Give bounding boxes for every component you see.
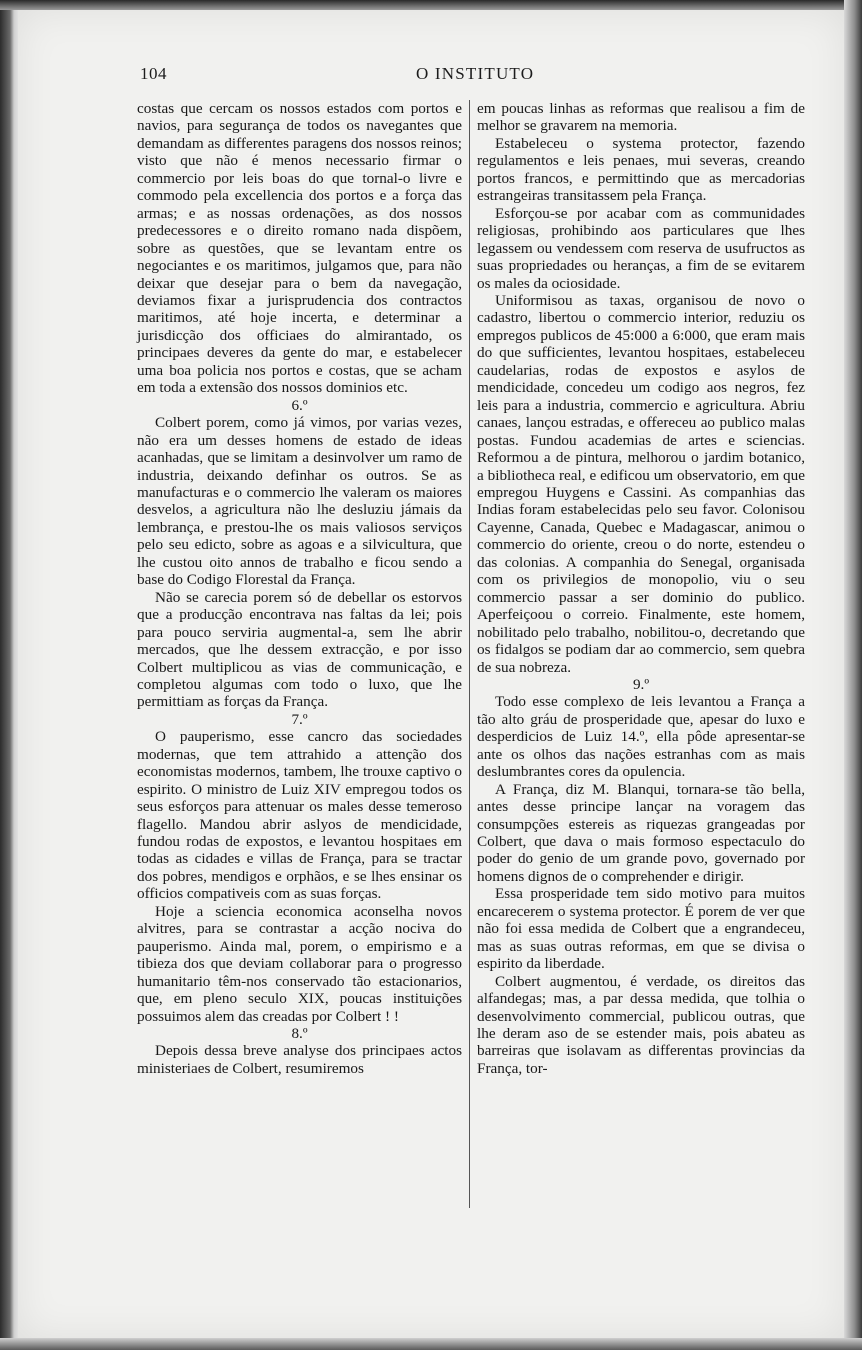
right-paragraph-4: Uniformisou as taxas, organisou de novo o cadastro, libertou o commercio interior, reduziu os empregos publicos de 45:000 a 6:000, que eram mais do que sufficientes, levantou hospitaes, estabeleceu caudelarias, rodas de expostos e asylos de mendicidade, concedeu um codigo aos negros, fez leis para a industria, commercio e agricultura. Abriu canaes, lançou estradas, e offereceu ao publico malas postas. Fundou academias de artes e sciencias. Reformou a de pintura, melhorou o jardim botanico, a bibliotheca real, e edificou um observatorio, em que empregou Huygens e Cassini. As companhias das Indias foram estabelecidas pelo seu favor. Colonisou Cayenne, Canada, Quebec e Madagascar, animou o commercio do oriente, creou o do norte, estendeu o das colonias. A companhia do Senegal, organisada com os privilegios de monopolio, viu o seu commercio passar a ser dominio do publico. Aperfeiçoou o correio. Finalmente, este homem, nobilitado pelo trabalho, nobilitou-o, decretando que os fidalgos se podiam dar ao commercio, sem quebra de sua nobreza. (477, 291, 805, 676)
running-head (138, 64, 788, 86)
right-paragraph-1: em poucas linhas as reformas que realisou a fim de melhor se gravarem na memoria. (477, 100, 805, 135)
section-number-9: 9.º (632, 675, 650, 693)
right-paragraph-2: Estabeleceu o systema protector, fazendo regulamentos e leis penaes, mui severas, creando portos francos, e permittindo que as mercadorias estrangeiras transitassem pela França. (477, 134, 805, 205)
left-paragraph-2: Colbert porem, como já vimos, por varias vezes, não era um desses homens de estado de ideas acanhadas, que se limitam a desinvolver um ramo de industria, deixando definhar os outros. Se as manufacturas e o commercio lhe valeram os maiores desvelos, a agricultura não lhe desluziu jámais da lembrança, e prestou-lhe os mais valiosos serviços pelo seu edicto, sobre as agoas e a silvicultura, que lhe custou oito annos de trabalho e ficou sendo a base do Codigo Florestal da França. (137, 414, 462, 589)
column-divider (469, 100, 470, 1208)
right-column (477, 100, 805, 1077)
right-paragraph-5: Todo esse complexo de leis levantou a França a tão alto gráu de prosperidade que, apesar do luxo e desperdicios de Luiz 14.º, ella pôde apresentar-se ante os olhos das nações estranhas com as mais deslumbrantes cores da opulencia. (477, 693, 805, 781)
journal-title: O INSTITUTO (416, 64, 535, 83)
left-column (137, 100, 462, 1077)
left-paragraph-1: costas que cercam os nossos estados com portos e navios, para segurança de todos os navegantes que demandam as differentes paragens dos nossos reinos; visto que não é menos necessario firmar o commercio por leis boas do que tornal-o livre e commodo pela excellencia dos portos e a força das armas; e as nossas ordenações, as dos nossos predecessores e o direito romano nada dispõem, sobre as questões, que se levantam entre os negociantes e os maritimos, julgamos que, para não deixar que desejar para o bem da navegação, deviamos fixar a jurisprudencia dos contractos maritimos, até hoje incerta, e determinar a jurisdicção dos officiaes do almirantado, os principaes deveres da gente do mar, e estabelecer uma boa policia nos portos e costas, que se acham em toda a extensão dos nossos dominios etc. (137, 100, 462, 397)
page-number: 104 (140, 64, 167, 83)
left-paragraph-3: Não se carecia porem só de debellar os estorvos que a producção encontrava nas faltas da lei; pois para pouco serviria augmental-a, sem lhe abrir mercados, que lhe dessem extracção, e por isso Colbert multiplicou as vias de communicação, e completou algumas com todo o luxo, que lhe permittiam as forças da França. (137, 588, 462, 711)
right-paragraph-8: Colbert augmentou, é verdade, os direitos das alfandegas; mas, a par dessa medida, que tolhia o desenvolvimento commercial, publicou outras, que lhe deram aso de se estender mais, pois abateu as barreiras que isolavam as differentas provincias da França, tor- (477, 972, 805, 1077)
scan-top-edge (0, 0, 862, 10)
page-fore-edge (844, 0, 862, 1350)
left-paragraph-6: Depois dessa breve analyse dos principaes actos ministeriaes de Colbert, resumiremos (137, 1042, 462, 1077)
right-paragraph-7: Essa prosperidade tem sido motivo para muitos encarecerem o systema protector. É porem de ver que não foi essa medida de Colbert que a engrandeceu, mas as suas outras reformas, em que se divisa o espirito da liberdade. (477, 885, 805, 973)
right-paragraph-3: Esforçou-se por acabar com as communidades religiosas, prohibindo aos particulares que lhes legassem ou vendessem com reserva de usufructos as suas propriedades ou heranças, a fim de se evitarem os males da ociosidade. (477, 204, 805, 292)
left-paragraph-5: Hoje a sciencia economica aconselha novos alvitres, para se contrastar a acção nociva do pauperismo. Ainda mal, porem, o empirismo e a tibieza dos que deviam collaborar para o progresso humanitario têm-nos conservado tão estacionarios, que, em pleno seculo XIX, poucas instituições possuimos alem das creadas por Colbert ! ! (137, 902, 462, 1025)
left-paragraph-4: O pauperismo, esse cancro das sociedades modernas, que tem attrahido a attenção dos economistas modernos, tambem, lhe trouxe captivo o espirito. O ministro de Luiz XIV empregou todos os seus esforços para attenuar os males desse temeroso flagello. Mandou abrir aslyos de mendicidade, fundou rodas de expostos, e levantou hospitaes em todas as cidades e villas de França, para se tractar dos pobres, mendigos e orphãos, e se lhes ensinar os officios compativeis com as suas forças. (137, 728, 462, 903)
section-number-7: 7.º (291, 710, 308, 728)
section-number-6: 6.º (291, 396, 308, 414)
right-paragraph-6: A França, diz M. Blanqui, tornara-se tão bella, antes desse principe lançar na voragem das consumpções estereis as riquezas grangeadas por Colbert, que dava o mais formoso espectaculo do poder do genio de um grande povo, governado por homens dignos de o comprehender e dirigir. (477, 780, 805, 885)
scan-bottom-edge (0, 1338, 862, 1350)
section-number-8: 8.º (291, 1025, 308, 1043)
